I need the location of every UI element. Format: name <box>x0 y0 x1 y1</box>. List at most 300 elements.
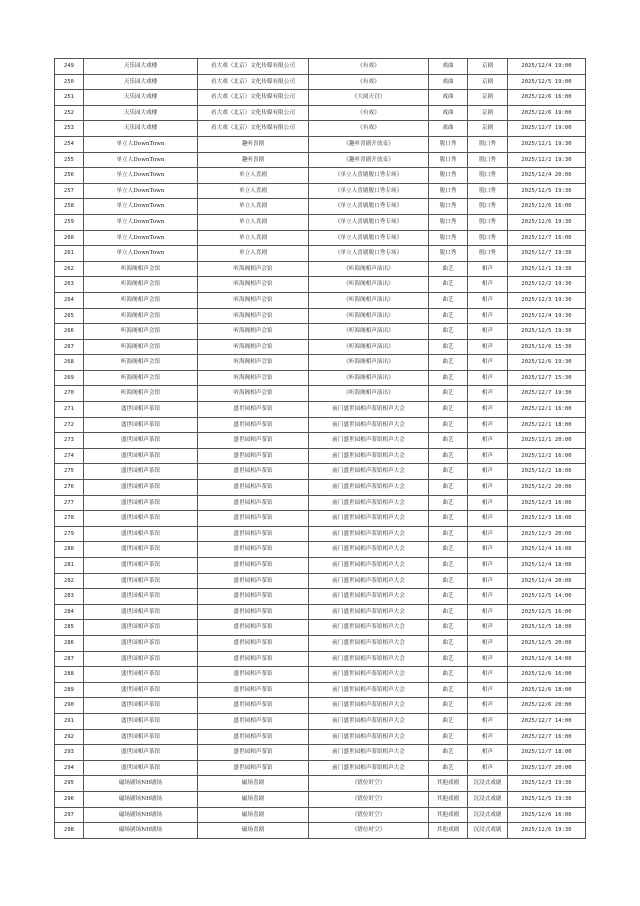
category-cell: 曲艺 <box>429 698 468 714</box>
category-cell: 曲艺 <box>429 495 468 511</box>
sub-category-cell: 相声 <box>468 370 508 386</box>
organizer-name-cell: 听海阁相声会馆 <box>198 261 309 277</box>
show-title-cell: 《单立人喜剧脱口秀专场》 <box>309 214 429 230</box>
row-number-cell: 251 <box>55 90 84 106</box>
table-row <box>55 386 586 402</box>
show-title-cell: 《错位时空》 <box>309 807 429 823</box>
venue-name-cell: 盛世园相声茶馆 <box>84 635 198 651</box>
sub-category-cell: 相声 <box>468 667 508 683</box>
venue-name-cell: 单立人DownTown <box>84 230 198 246</box>
table-row <box>55 526 586 542</box>
table-row <box>55 136 586 152</box>
category-cell: 曲艺 <box>429 448 468 464</box>
row-number-cell: 275 <box>55 464 84 480</box>
row-number-cell: 296 <box>55 791 84 807</box>
venue-name-cell: 听海阁相声会馆 <box>84 308 198 324</box>
category-cell: 曲艺 <box>429 682 468 698</box>
venue-name-cell: 单立人DownTown <box>84 136 198 152</box>
row-number-cell: 267 <box>55 339 84 355</box>
organizer-name-cell: 单立人喜剧 <box>198 214 309 230</box>
show-title-cell: 前门盛世园相声茶馆相声大会 <box>309 433 429 449</box>
category-cell: 曲艺 <box>429 604 468 620</box>
show-title-cell: 《有戏》 <box>309 121 429 137</box>
category-cell: 脱口秀 <box>429 168 468 184</box>
sub-category-cell: 相声 <box>468 464 508 480</box>
show-title-cell: 《听海阁相声演出》 <box>309 386 429 402</box>
sub-category-cell: 京剧 <box>468 105 508 121</box>
table-row <box>55 214 586 230</box>
show-title-cell: 《听海阁相声演出》 <box>309 355 429 371</box>
show-datetime-cell: 2025/12/2 19:30 <box>508 152 586 168</box>
table-body <box>55 59 586 839</box>
table-row <box>55 308 586 324</box>
show-datetime-cell: 2025/12/1 19:30 <box>508 136 586 152</box>
organizer-name-cell: 盛世园相声茶馆 <box>198 402 309 418</box>
table-row <box>55 90 586 106</box>
table-row <box>55 651 586 667</box>
row-number-cell: 259 <box>55 214 84 230</box>
organizer-name-cell: 盛世园相声茶馆 <box>198 511 309 527</box>
venue-name-cell: 盛世园相声茶馆 <box>84 558 198 574</box>
show-datetime-cell: 2025/12/1 18:00 <box>508 417 586 433</box>
sub-category-cell: 脱口秀 <box>468 168 508 184</box>
show-title-cell: 前门盛世园相声茶馆相声大会 <box>309 589 429 605</box>
show-title-cell: 前门盛世园相声茶馆相声大会 <box>309 667 429 683</box>
row-number-cell: 258 <box>55 199 84 215</box>
row-number-cell: 287 <box>55 651 84 667</box>
row-number-cell: 266 <box>55 324 84 340</box>
show-title-cell: 前门盛世园相声茶馆相声大会 <box>309 682 429 698</box>
category-cell: 曲艺 <box>429 292 468 308</box>
row-number-cell: 281 <box>55 558 84 574</box>
organizer-name-cell: 盛世园相声茶馆 <box>198 760 309 776</box>
show-datetime-cell: 2025/12/3 18:00 <box>508 511 586 527</box>
category-cell: 曲艺 <box>429 573 468 589</box>
sub-category-cell: 京剧 <box>468 74 508 90</box>
table-row <box>55 152 586 168</box>
table-row <box>55 370 586 386</box>
show-datetime-cell: 2025/12/6 19:00 <box>508 105 586 121</box>
sub-category-cell: 沉浸式戏剧 <box>468 791 508 807</box>
row-number-cell: 262 <box>55 261 84 277</box>
venue-name-cell: 磁场剧场NH剧场 <box>84 791 198 807</box>
sub-category-cell: 相声 <box>468 651 508 667</box>
show-title-cell: 前门盛世园相声茶馆相声大会 <box>309 558 429 574</box>
sub-category-cell: 沉浸式戏剧 <box>468 776 508 792</box>
show-datetime-cell: 2025/12/7 16:00 <box>508 230 586 246</box>
table-row <box>55 324 586 340</box>
category-cell: 曲艺 <box>429 511 468 527</box>
row-number-cell: 277 <box>55 495 84 511</box>
sub-category-cell: 相声 <box>468 261 508 277</box>
show-title-cell: 《听海阁相声演出》 <box>309 324 429 340</box>
venue-name-cell: 磁场剧场NH剧场 <box>84 807 198 823</box>
show-datetime-cell: 2025/12/5 19:00 <box>508 74 586 90</box>
category-cell: 曲艺 <box>429 589 468 605</box>
sub-category-cell: 相声 <box>468 402 508 418</box>
venue-name-cell: 听海阁相声会馆 <box>84 324 198 340</box>
sub-category-cell: 相声 <box>468 698 508 714</box>
sub-category-cell: 脱口秀 <box>468 183 508 199</box>
category-cell: 戏曲 <box>429 90 468 106</box>
show-datetime-cell: 2025/12/5 19:30 <box>508 791 586 807</box>
show-datetime-cell: 2025/12/6 19:30 <box>508 214 586 230</box>
show-title-cell: 《趣听喜剧开放麦》 <box>309 136 429 152</box>
sub-category-cell: 相声 <box>468 713 508 729</box>
venue-name-cell: 盛世园相声茶馆 <box>84 760 198 776</box>
show-datetime-cell: 2025/12/4 20:00 <box>508 168 586 184</box>
venue-name-cell: 单立人DownTown <box>84 199 198 215</box>
row-number-cell: 286 <box>55 635 84 651</box>
row-number-cell: 264 <box>55 292 84 308</box>
category-cell: 曲艺 <box>429 261 468 277</box>
show-title-cell: 前门盛世园相声茶馆相声大会 <box>309 402 429 418</box>
category-cell: 曲艺 <box>429 558 468 574</box>
table-row <box>55 589 586 605</box>
row-number-cell: 270 <box>55 386 84 402</box>
show-datetime-cell: 2025/12/6 15:30 <box>508 339 586 355</box>
organizer-name-cell: 盛世园相声茶馆 <box>198 417 309 433</box>
category-cell: 曲艺 <box>429 760 468 776</box>
row-number-cell: 278 <box>55 511 84 527</box>
category-cell: 曲艺 <box>429 651 468 667</box>
row-number-cell: 279 <box>55 526 84 542</box>
show-title-cell: 《有戏》 <box>309 74 429 90</box>
show-datetime-cell: 2025/12/7 19:00 <box>508 121 586 137</box>
organizer-name-cell: 盛世园相声茶馆 <box>198 713 309 729</box>
sub-category-cell: 相声 <box>468 604 508 620</box>
sub-category-cell: 相声 <box>468 308 508 324</box>
category-cell: 曲艺 <box>429 480 468 496</box>
organizer-name-cell: 磁场喜剧 <box>198 823 309 839</box>
venue-name-cell: 单立人DownTown <box>84 246 198 262</box>
category-cell: 其他戏剧 <box>429 791 468 807</box>
show-datetime-cell: 2025/12/2 20:00 <box>508 480 586 496</box>
show-title-cell: 前门盛世园相声茶馆相声大会 <box>309 573 429 589</box>
show-title-cell: 《大闹天宫》 <box>309 90 429 106</box>
organizer-name-cell: 盛世园相声茶馆 <box>198 667 309 683</box>
show-title-cell: 前门盛世园相声茶馆相声大会 <box>309 713 429 729</box>
show-datetime-cell: 2025/12/7 19:30 <box>508 386 586 402</box>
row-number-cell: 255 <box>55 152 84 168</box>
category-cell: 曲艺 <box>429 433 468 449</box>
show-datetime-cell: 2025/12/3 16:00 <box>508 495 586 511</box>
show-title-cell: 《听海阁相声演出》 <box>309 339 429 355</box>
table-row <box>55 402 586 418</box>
show-datetime-cell: 2025/12/6 19:30 <box>508 823 586 839</box>
category-cell: 脱口秀 <box>429 152 468 168</box>
table-row <box>55 745 586 761</box>
organizer-name-cell: 盛世园相声茶馆 <box>198 635 309 651</box>
show-title-cell: 《听海阁相声演出》 <box>309 277 429 293</box>
table-row <box>55 604 586 620</box>
show-title-cell: 前门盛世园相声茶馆相声大会 <box>309 542 429 558</box>
sub-category-cell: 相声 <box>468 277 508 293</box>
table-row <box>55 620 586 636</box>
category-cell: 脱口秀 <box>429 136 468 152</box>
show-datetime-cell: 2025/12/4 18:00 <box>508 558 586 574</box>
venue-name-cell: 盛世园相声茶馆 <box>84 589 198 605</box>
row-number-cell: 250 <box>55 74 84 90</box>
category-cell: 曲艺 <box>429 339 468 355</box>
sub-category-cell: 相声 <box>468 448 508 464</box>
table-row <box>55 807 586 823</box>
show-datetime-cell: 2025/12/6 14:00 <box>508 651 586 667</box>
category-cell: 曲艺 <box>429 635 468 651</box>
organizer-name-cell: 单立人喜剧 <box>198 168 309 184</box>
sub-category-cell: 相声 <box>468 760 508 776</box>
category-cell: 曲艺 <box>429 402 468 418</box>
show-title-cell: 前门盛世园相声茶馆相声大会 <box>309 698 429 714</box>
show-datetime-cell: 2025/12/5 19:30 <box>508 183 586 199</box>
show-title-cell: 《听海阁相声演出》 <box>309 292 429 308</box>
organizer-name-cell: 看大戏（北京）文化传媒有限公司 <box>198 90 309 106</box>
table-row <box>55 791 586 807</box>
venue-name-cell: 天乐园大戏楼 <box>84 105 198 121</box>
sub-category-cell: 相声 <box>468 745 508 761</box>
organizer-name-cell: 盛世园相声茶馆 <box>198 480 309 496</box>
table-row <box>55 230 586 246</box>
table-row <box>55 246 586 262</box>
show-title-cell: 《有戏》 <box>309 59 429 75</box>
sub-category-cell: 相声 <box>468 495 508 511</box>
category-cell: 戏曲 <box>429 74 468 90</box>
organizer-name-cell: 盛世园相声茶馆 <box>198 729 309 745</box>
organizer-name-cell: 看大戏（北京）文化传媒有限公司 <box>198 105 309 121</box>
organizer-name-cell: 单立人喜剧 <box>198 183 309 199</box>
venue-name-cell: 盛世园相声茶馆 <box>84 604 198 620</box>
show-title-cell: 《有戏》 <box>309 105 429 121</box>
sub-category-cell: 相声 <box>468 729 508 745</box>
sub-category-cell: 脱口秀 <box>468 230 508 246</box>
category-cell: 曲艺 <box>429 355 468 371</box>
category-cell: 脱口秀 <box>429 246 468 262</box>
show-datetime-cell: 2025/12/4 20:00 <box>508 573 586 589</box>
category-cell: 脱口秀 <box>429 183 468 199</box>
table-row <box>55 573 586 589</box>
sub-category-cell: 相声 <box>468 417 508 433</box>
row-number-cell: 265 <box>55 308 84 324</box>
row-number-cell: 284 <box>55 604 84 620</box>
show-datetime-cell: 2025/12/2 18:00 <box>508 464 586 480</box>
table-row <box>55 59 586 75</box>
organizer-name-cell: 盛世园相声茶馆 <box>198 745 309 761</box>
show-title-cell: 《单立人喜剧脱口秀专场》 <box>309 168 429 184</box>
category-cell: 曲艺 <box>429 526 468 542</box>
show-title-cell: 前门盛世园相声茶馆相声大会 <box>309 480 429 496</box>
organizer-name-cell: 单立人喜剧 <box>198 199 309 215</box>
row-number-cell: 263 <box>55 277 84 293</box>
sub-category-cell: 相声 <box>468 480 508 496</box>
show-datetime-cell: 2025/12/2 16:00 <box>508 448 586 464</box>
organizer-name-cell: 盛世园相声茶馆 <box>198 698 309 714</box>
row-number-cell: 285 <box>55 620 84 636</box>
venue-name-cell: 磁场剧场NH剧场 <box>84 776 198 792</box>
show-datetime-cell: 2025/12/6 16:00 <box>508 199 586 215</box>
table-row <box>55 199 586 215</box>
show-datetime-cell: 2025/12/7 14:00 <box>508 713 586 729</box>
organizer-name-cell: 盛世园相声茶馆 <box>198 433 309 449</box>
organizer-name-cell: 磁场喜剧 <box>198 776 309 792</box>
venue-name-cell: 听海阁相声会馆 <box>84 339 198 355</box>
show-datetime-cell: 2025/12/7 18:00 <box>508 745 586 761</box>
category-cell: 曲艺 <box>429 308 468 324</box>
category-cell: 曲艺 <box>429 386 468 402</box>
venue-name-cell: 盛世园相声茶馆 <box>84 417 198 433</box>
category-cell: 曲艺 <box>429 370 468 386</box>
venue-name-cell: 天乐园大戏楼 <box>84 90 198 106</box>
table-row <box>55 558 586 574</box>
organizer-name-cell: 盛世园相声茶馆 <box>198 620 309 636</box>
sub-category-cell: 相声 <box>468 542 508 558</box>
category-cell: 其他戏剧 <box>429 823 468 839</box>
sub-category-cell: 脱口秀 <box>468 152 508 168</box>
organizer-name-cell: 盛世园相声茶馆 <box>198 495 309 511</box>
show-title-cell: 前门盛世园相声茶馆相声大会 <box>309 464 429 480</box>
show-datetime-cell: 2025/12/3 20:00 <box>508 526 586 542</box>
venue-name-cell: 盛世园相声茶馆 <box>84 526 198 542</box>
row-number-cell: 293 <box>55 745 84 761</box>
row-number-cell: 253 <box>55 121 84 137</box>
sub-category-cell: 相声 <box>468 355 508 371</box>
row-number-cell: 252 <box>55 105 84 121</box>
row-number-cell: 294 <box>55 760 84 776</box>
category-cell: 脱口秀 <box>429 230 468 246</box>
organizer-name-cell: 听海阁相声会馆 <box>198 355 309 371</box>
show-title-cell: 前门盛世园相声茶馆相声大会 <box>309 745 429 761</box>
organizer-name-cell: 盛世园相声茶馆 <box>198 651 309 667</box>
category-cell: 曲艺 <box>429 667 468 683</box>
show-datetime-cell: 2025/12/4 19:00 <box>508 59 586 75</box>
sub-category-cell: 相声 <box>468 292 508 308</box>
table-row <box>55 261 586 277</box>
venue-name-cell: 听海阁相声会馆 <box>84 355 198 371</box>
show-datetime-cell: 2025/12/1 16:00 <box>508 402 586 418</box>
table-row <box>55 542 586 558</box>
show-title-cell: 《听海阁相声演出》 <box>309 261 429 277</box>
venue-name-cell: 盛世园相声茶馆 <box>84 464 198 480</box>
sub-category-cell: 相声 <box>468 339 508 355</box>
row-number-cell: 257 <box>55 183 84 199</box>
venue-name-cell: 单立人DownTown <box>84 152 198 168</box>
show-datetime-cell: 2025/12/4 19:30 <box>508 308 586 324</box>
category-cell: 曲艺 <box>429 620 468 636</box>
venue-name-cell: 盛世园相声茶馆 <box>84 698 198 714</box>
organizer-name-cell: 单立人喜剧 <box>198 230 309 246</box>
row-number-cell: 298 <box>55 823 84 839</box>
organizer-name-cell: 盛世园相声茶馆 <box>198 589 309 605</box>
row-number-cell: 283 <box>55 589 84 605</box>
organizer-name-cell: 听海阁相声会馆 <box>198 386 309 402</box>
venue-name-cell: 盛世园相声茶馆 <box>84 542 198 558</box>
show-datetime-cell: 2025/12/6 20:00 <box>508 698 586 714</box>
row-number-cell: 273 <box>55 433 84 449</box>
venue-name-cell: 磁场剧场NH剧场 <box>84 823 198 839</box>
organizer-name-cell: 看大戏（北京）文化传媒有限公司 <box>198 121 309 137</box>
venue-name-cell: 盛世园相声茶馆 <box>84 402 198 418</box>
row-number-cell: 268 <box>55 355 84 371</box>
organizer-name-cell: 看大戏（北京）文化传媒有限公司 <box>198 59 309 75</box>
venue-name-cell: 盛世园相声茶馆 <box>84 682 198 698</box>
row-number-cell: 254 <box>55 136 84 152</box>
category-cell: 曲艺 <box>429 542 468 558</box>
category-cell: 曲艺 <box>429 729 468 745</box>
sub-category-cell: 京剧 <box>468 121 508 137</box>
row-number-cell: 290 <box>55 698 84 714</box>
organizer-name-cell: 磁场喜剧 <box>198 791 309 807</box>
category-cell: 脱口秀 <box>429 214 468 230</box>
show-title-cell: 前门盛世园相声茶馆相声大会 <box>309 729 429 745</box>
row-number-cell: 269 <box>55 370 84 386</box>
table-row <box>55 448 586 464</box>
venue-name-cell: 单立人DownTown <box>84 183 198 199</box>
performance-schedule-table <box>54 58 586 839</box>
show-datetime-cell: 2025/12/5 14:00 <box>508 589 586 605</box>
show-datetime-cell: 2025/12/7 20:00 <box>508 760 586 776</box>
show-datetime-cell: 2025/12/6 16:00 <box>508 90 586 106</box>
category-cell: 曲艺 <box>429 324 468 340</box>
show-title-cell: 前门盛世园相声茶馆相声大会 <box>309 448 429 464</box>
sub-category-cell: 脱口秀 <box>468 246 508 262</box>
venue-name-cell: 盛世园相声茶馆 <box>84 480 198 496</box>
sub-category-cell: 相声 <box>468 682 508 698</box>
venue-name-cell: 听海阁相声会馆 <box>84 261 198 277</box>
show-title-cell: 《错位时空》 <box>309 823 429 839</box>
show-datetime-cell: 2025/12/1 19:30 <box>508 261 586 277</box>
venue-name-cell: 盛世园相声茶馆 <box>84 713 198 729</box>
sub-category-cell: 脱口秀 <box>468 214 508 230</box>
organizer-name-cell: 听海阁相声会馆 <box>198 308 309 324</box>
show-title-cell: 《单立人喜剧脱口秀专场》 <box>309 246 429 262</box>
sub-category-cell: 沉浸式戏剧 <box>468 807 508 823</box>
venue-name-cell: 盛世园相声茶馆 <box>84 651 198 667</box>
table-row <box>55 511 586 527</box>
sub-category-cell: 相声 <box>468 558 508 574</box>
show-title-cell: 《听海阁相声演出》 <box>309 308 429 324</box>
show-title-cell: 《错位时空》 <box>309 791 429 807</box>
row-number-cell: 276 <box>55 480 84 496</box>
category-cell: 戏曲 <box>429 59 468 75</box>
show-datetime-cell: 2025/12/7 16:00 <box>508 729 586 745</box>
row-number-cell: 272 <box>55 417 84 433</box>
venue-name-cell: 听海阁相声会馆 <box>84 277 198 293</box>
organizer-name-cell: 盛世园相声茶馆 <box>198 573 309 589</box>
table-row <box>55 713 586 729</box>
organizer-name-cell: 盛世园相声茶馆 <box>198 542 309 558</box>
show-datetime-cell: 2025/12/4 16:00 <box>508 542 586 558</box>
show-title-cell: 《单立人喜剧脱口秀专场》 <box>309 199 429 215</box>
venue-name-cell: 听海阁相声会馆 <box>84 292 198 308</box>
show-datetime-cell: 2025/12/2 19:30 <box>508 277 586 293</box>
category-cell: 其他戏剧 <box>429 776 468 792</box>
table-row <box>55 480 586 496</box>
row-number-cell: 260 <box>55 230 84 246</box>
table-row <box>55 168 586 184</box>
show-datetime-cell: 2025/12/1 20:00 <box>508 433 586 449</box>
table-row <box>55 417 586 433</box>
show-datetime-cell: 2025/12/3 19:30 <box>508 292 586 308</box>
table-row <box>55 74 586 90</box>
organizer-name-cell: 听海阁相声会馆 <box>198 370 309 386</box>
table-row <box>55 698 586 714</box>
venue-name-cell: 单立人DownTown <box>84 168 198 184</box>
show-title-cell: 《单立人喜剧脱口秀专场》 <box>309 230 429 246</box>
table-row <box>55 776 586 792</box>
organizer-name-cell: 趣听喜剧 <box>198 152 309 168</box>
venue-name-cell: 单立人DownTown <box>84 214 198 230</box>
row-number-cell: 295 <box>55 776 84 792</box>
row-number-cell: 256 <box>55 168 84 184</box>
